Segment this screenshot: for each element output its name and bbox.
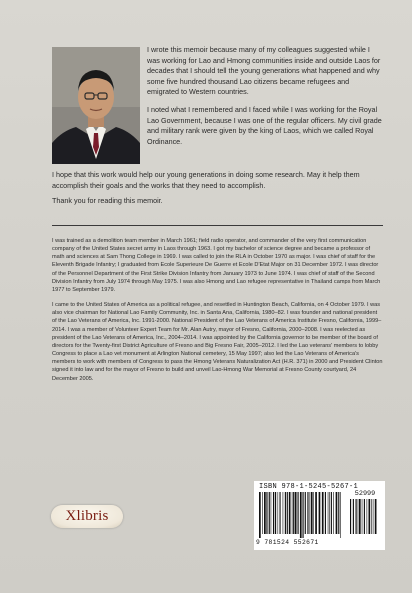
intro-paragraph: I wrote this memoir because many of my colleagues suggested while I was working for Lao and Hmong communities inside and outside Laos for decades that I should tell the young generations what happened and why some five hundred thousand Lao citizens became refugees and emigrated to Western countries. (147, 45, 381, 97)
author-portrait-icon (52, 47, 140, 164)
intro-paragraph: I noted what I remembered and I faced while I was working for the Royal Lao Government, because I was one of the regular officers. My civil grade and military rank were given by the king of Laos, which we called Royal Ordinance. (147, 104, 382, 146)
bio-paragraph: I came to the United States of America as a political refugee, and resettled in Huntington Beach, California, on 4 October 1979. I was also vice chairman for National Lao Family Community, Inc. in Santa Ana, California, 1980–82. I was founder and national president of the Lao Veterans of America, Inc. 1991-2000. National President of the Lao Veterans of America Institute Fresno, California, 1999–2014. I was a member of Volunteer Expert Team for Mr. Alan Autry, mayor of Fresno, California, 2000–2008. I was reelected as president of the Lao Veterans of America, Inc., 2004–2014. I was appointed by the California governor to be member of the board of directors for the Twenty-first District Agriculture of Fresno and Big Fresno Fair, 2005–2012. I led the Lao veterans' members to lobby Congress to place a Lao vet monument at Arlington National cemetery, 15 May 1997; also led the Lao Veterans of America's members to work with members of Congress to pass the Hmong Veterans Naturalization Act (H.R. 371) in 2000 and President Clinton signed it into law and for the mayor of Fresno to build and unveil Lao-Hmong War Memorial at Fresno County courtyard, 24 December 2005. (52, 302, 383, 382)
isbn-label: ISBN 978-1-5245-5267-1 (259, 483, 359, 491)
barcode-bars-icon (259, 492, 343, 538)
divider (52, 225, 383, 226)
hope-paragraph: I hope that this work would help our young generations in doing some research. May it help them accomplish their goals and the works that they need to accomplish. (52, 170, 360, 190)
price-addon: 52999 (354, 490, 376, 498)
author-bio (52, 237, 383, 390)
thanks-line: Thank you for reading this memoir. (52, 196, 163, 205)
bio-paragraph: I was trained as a demolition team member in March 1961; field radio operator, and commander of the very first communication company of the United States secret army in Laos through 1963. I got my bachelor of science degree and became a professor of math and sciences at Sam Thong College in 1969. I was called to join the RLA in October 1970 as major. I was chief of staff for the Eleventh Brigade Infantry; I graduated from Ecole Superieure De Guerre et Ecole D'Etat Major on 31 December 1972. I was director of the Personnel Department of the First Strike Division Infantry from January 1973 to June 1974. I was chief of staff of the Second Division Infantry from July 1974 through May 1975. I was also Hmong and Lao refugee representative in Thailand camps from March 1977 to September 1979. (52, 238, 381, 293)
addon-bars-icon (350, 499, 378, 538)
ean-digits: 9 781524 552671 (256, 539, 319, 546)
intro-text (147, 45, 383, 154)
isbn-barcode (254, 481, 385, 550)
author-photo (52, 47, 140, 164)
publisher-logo-text: Xlibris (65, 508, 109, 524)
publisher-logo (51, 505, 123, 528)
